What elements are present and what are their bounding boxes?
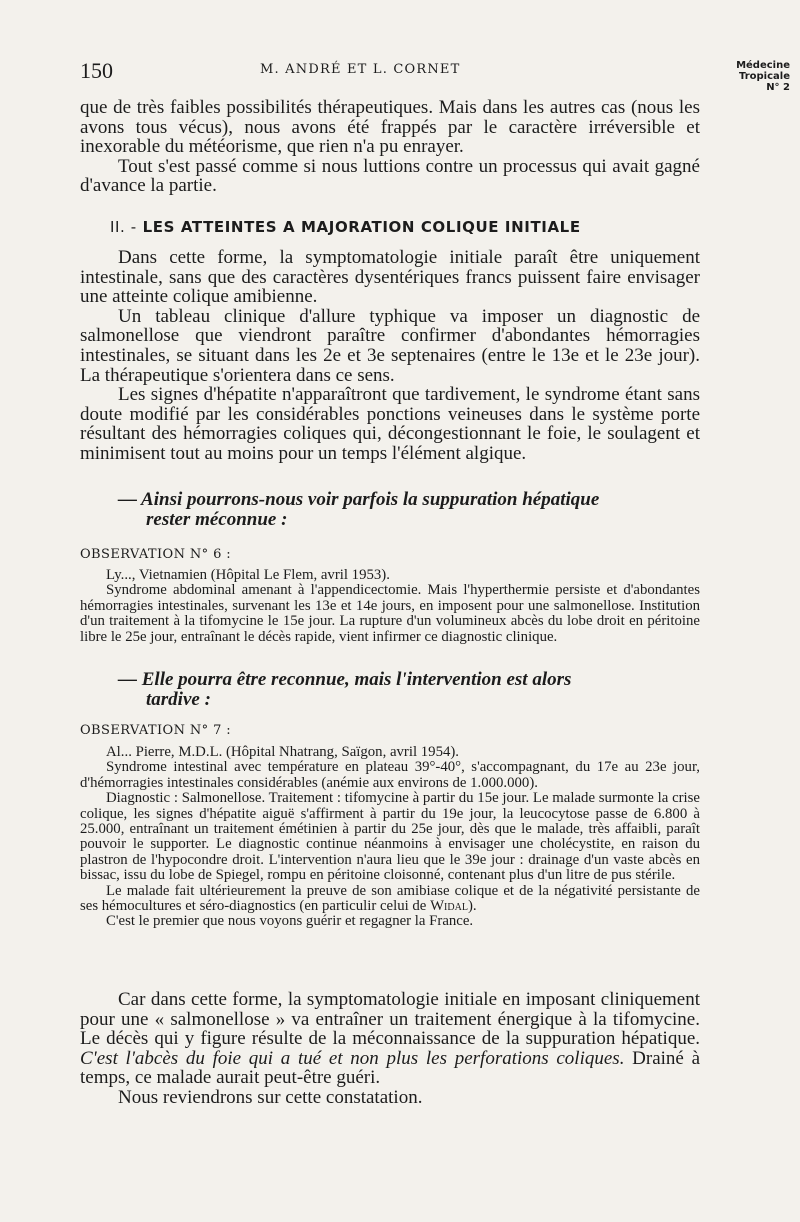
conclusion-paragraph-2: Nous reviendrons sur cette constatation. (118, 1086, 423, 1108)
observation-6-patient: Ly..., Vietnamien (Hôpital Le Flem, avril 1953). (106, 567, 390, 583)
observation-7-title: OBSERVATION N° 7 : (80, 723, 232, 738)
section-title: LES ATTEINTES A MAJORATION COLIQUE INITIALE (142, 218, 581, 236)
journal-line-2: Tropicale (739, 71, 790, 82)
observation-7-outcome: C'est le premier que nous voyons guérir et regagner la France. (106, 913, 474, 930)
lead-2-line-2: tardive : (146, 689, 211, 710)
widal-name: Widal (430, 898, 468, 915)
section-number: II. - (110, 218, 137, 236)
running-head: M. ANDRÉ ET L. CORNET (260, 62, 461, 77)
conclusion-paragraph-1 (80, 990, 700, 1088)
observation-7-followup (80, 884, 700, 915)
conclusion-text-a: Car dans cette forme, la symptomatologie initiale en imposant cliniquement pour une « salmonellose » va entraîner un traitement énergique à la tifomycine. Le décès qui y figure résulte de la méconnaissance de la suppuration hépatique. (80, 989, 700, 1050)
section-paragraph-2: Un tableau clinique d'allure typhique va imposer un diagnostic de salmonellose que viendront paraître confirmer d'abondantes hémorragies intestinales, se situant dans les 2e et 3e septenaires (entre le 13e et le 23e jour). La thérapeutique s'orientera dans ce sens. (80, 305, 700, 386)
observation-6-text: Syndrome abdominal amenant à l'appendicectomie. Mais l'hyperthermie persiste et d'abondantes hémorragies intestinales, survenant les 13e et 14e jours, en imposent pour une salmonellose. Institution d'un traitement à la tifomycine le 15e jour. La rupture d'un volumineux abcès du lobe droit en péritoine libre le 25e jour, entraînant le décès rapide, vient infirmer ce diagnostic clinique. (80, 582, 700, 645)
lead-1-line-1: — Ainsi pourrons-nous voir parfois la suppuration hépatique (118, 489, 600, 510)
intro-paragraph-2: Tout s'est passé comme si nous luttions contre un processus qui avait gagné d'avance la partie. (80, 155, 700, 197)
section-paragraph-1: Dans cette forme, la symptomatologie initiale paraît être uniquement intestinale, sans que des caractères dysentériques francs puissent faire envisager une atteinte colique amibienne. (80, 247, 700, 308)
observation-7-syndrome: Syndrome intestinal avec température en plateau 39°-40°, s'accompagnant, du 17e au 23e jour, d'hémorragies intestinales considérables (anémie aux environs de 1.000.000). (80, 759, 700, 791)
page-number: 150 (80, 58, 113, 83)
followup-end: ). (467, 898, 477, 915)
observation-7-diagnosis: Diagnostic : Salmonellose. Traitement : tifomycine à partir du 15e jour. Le malade surmonte la crise colique, les signes d'hépatite aiguë s'affirment à partir du 19e jour, la leucocytose passe de 6.800 à 25.000, entraînant un traitement émétinien à partir du 25e jour, dès que le malade, très affaibli, paraît pouvoir le supporter. Le diagnostic continue néanmoins à envisager une cholécystite, en raison du plastron de l'hypocondre droit. L'intervention n'aura lieu que le 39e jour : drainage d'un vaste abcès en bissac, issu du lobe de Spiegel, rompu en péritoine cloisonné, contenant plus d'un litre de pus stérile. (80, 790, 700, 884)
journal-marker (726, 60, 790, 93)
section-body (80, 248, 700, 464)
observation-6-body (80, 568, 700, 645)
observation-7-body (80, 745, 700, 930)
intro-paragraph-1: que de très faibles possibilités thérapeutiques. Mais dans les autres cas (nous les avons tous vécus), nous avons été frappés par le caractère irréversible et inexorable du météorisme, que rien n'a pu enrayer. (80, 97, 700, 158)
conclusion-text-b: Drainé à temps, ce malade aurait peut-être guéri. (80, 1047, 700, 1089)
lead-2-line-1: — Elle pourra être reconnue, mais l'intervention est alors (118, 669, 572, 690)
observation-6-title: OBSERVATION N° 6 : (80, 547, 232, 562)
conclusion-emphasis: C'est l'abcès du foie qui a tué et non plus les perforations coliques. (80, 1047, 625, 1069)
followup-text: Le malade fait ultérieurement la preuve de son amibiase colique et de la négativité persistante de ses hémocultures et séro-diagnostics (en particulir celui de (80, 882, 700, 915)
journal-line-1: Médecine (736, 60, 790, 71)
intro-text (80, 98, 700, 196)
section-heading (110, 218, 581, 236)
lead-1-line-2: rester méconnue : (146, 509, 288, 530)
section-paragraph-3: Les signes d'hépatite n'apparaîtront que tardivement, le syndrome étant sans doute modifié par les considérables ponctions veineuses dans le système porte résultant des hémorragies coliques qui, décongestionnant le foie, le soulagent et minimisent tout au moins pour un temps l'élément algique. (80, 384, 700, 464)
page-header (80, 58, 700, 86)
conclusion (80, 990, 700, 1108)
journal-line-3: N° 2 (766, 82, 790, 93)
lead-sentence-2 (118, 670, 704, 710)
observation-7-patient: Al... Pierre, M.D.L. (Hôpital Nhatrang, Saïgon, avril 1954). (106, 744, 460, 760)
lead-sentence-1 (118, 490, 704, 530)
